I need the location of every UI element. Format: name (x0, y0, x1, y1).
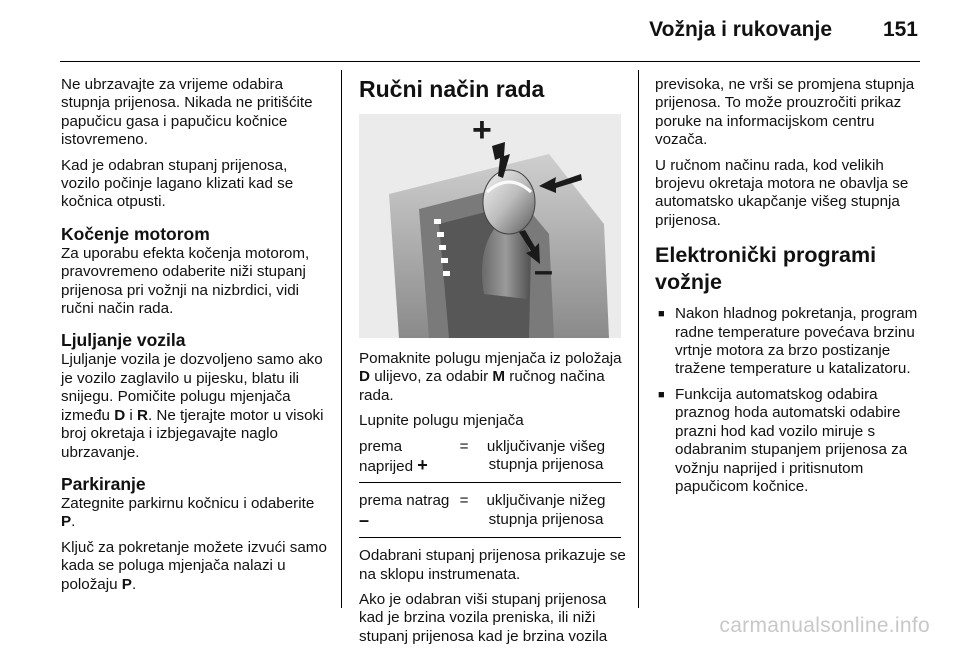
table-cell-equals: = (459, 437, 469, 455)
table-cell-direction: prema naprijed + (359, 437, 428, 476)
table-divider (359, 537, 621, 538)
column-left (61, 76, 329, 601)
paragraph-key: Ključ za pokretanje možete izvući samo kada se poluga mjenjača nalazi u položaju P. (61, 538, 327, 593)
section-title: Vožnja i rukovanje (649, 18, 832, 41)
gear-knob-shape (483, 170, 535, 234)
table-row (359, 492, 627, 531)
paragraph-rocking: Ljuljanje vozila je dozvoljeno samo ako je vozilo zaglavilo u pijesku, blatu ili snijegu. Pomičite polugu mjenjača između D i R. Ne tjerajte motor u visoki broj okretaja i izbjegavajte naglo ubrzavanje. (61, 351, 324, 461)
header-rule (60, 61, 920, 62)
paragraph-move: Pomaknite polugu mjenjača iz položaja D ulijevo, za odabir M ručnog načina rada. (359, 350, 622, 404)
heading-rocking: Ljuljanje vozila (61, 330, 186, 351)
column-right (655, 76, 925, 503)
paragraph: previsoka, ne vrši se promjena stupnja prijenosa. To može prouzročiti prikaz poruke na informacijskom centru vozača. (655, 76, 915, 149)
minus-symbol-icon: – (534, 252, 553, 290)
list-item: ■ Funkcija automatskog odabira praznog hoda automatski odabire prazni hod kad vozilo miruje s odabranim stupanjem prijenosa za vožnju naprijed i pritisnutom papučicom kočnice. (655, 386, 925, 496)
paragraph-parking: Zategnite parkirnu kočnicu i odaberite P. (61, 494, 315, 531)
watermark: carmanualsonline.info (719, 614, 930, 637)
table-cell-direction: prema natrag – (359, 492, 450, 530)
table-row (359, 438, 627, 477)
column-middle (359, 76, 627, 653)
column-divider-1 (341, 70, 342, 608)
paragraph-push: Lupnite polugu mjenjača (359, 412, 524, 430)
page-number: 151 (882, 18, 918, 41)
heading-parking: Parkiranje (61, 473, 146, 494)
table-cell-action: uključivanje višeg stupnja prijenosa (486, 437, 606, 474)
paragraph: Ako je odabran viši stupanj prijenosa kad je brzina vozila preniska, ili niži stupanj prijenosa kad je brzina vozila (359, 591, 608, 645)
column-divider-2 (638, 70, 639, 608)
paragraph: U ručnom načinu rada, kod velikih brojevu okretaja motora ne obavlja se automatsko ukapčanje višeg stupnja prijenosa. (655, 156, 909, 229)
bullet-list (655, 305, 925, 496)
paragraph: Ne ubrzavajte za vrijeme odabira stupnja prijenosa. Nikada ne pritišćite papučicu gasa i papučicu kočnice istovremeno. (61, 76, 313, 149)
page-header (0, 0, 960, 62)
gear-lever-drawing (359, 114, 621, 338)
table-cell-action: uključivanje nižeg stupnja prijenosa (486, 492, 606, 528)
gear-lever-illustration (359, 114, 621, 338)
heading-manual-mode: Ručni način rada (359, 76, 545, 102)
list-item: ■ Nakon hladnog pokretanja, program radne temperature povećava brzinu vrtnje motora za brzo postizanje tražene temperature u katalizatoru. (655, 305, 925, 379)
plus-symbol-icon: + (472, 114, 492, 149)
table-divider (359, 482, 621, 483)
paragraph: Za uporabu efekta kočenja motorom, pravovremeno odaberite niži stupanj prijenosa pri vožnji na nizbrdici, vidi ručni način rada. (61, 244, 310, 318)
table-cell-equals: = (459, 492, 469, 510)
paragraph: Odabrani stupanj prijenosa prikazuje se na sklopu instrumenata. (359, 547, 626, 583)
paragraph: Kad je odabran stupanj prijenosa, vozilo počinje lagano klizati kad se kočnica otpusti. (61, 156, 294, 211)
minus-icon: – (359, 509, 370, 530)
heading-engine-braking: Kočenje motorom (61, 223, 210, 244)
heading-electronic-programs: Elektronički programi vožnje (655, 243, 877, 295)
plus-icon: + (417, 455, 428, 476)
